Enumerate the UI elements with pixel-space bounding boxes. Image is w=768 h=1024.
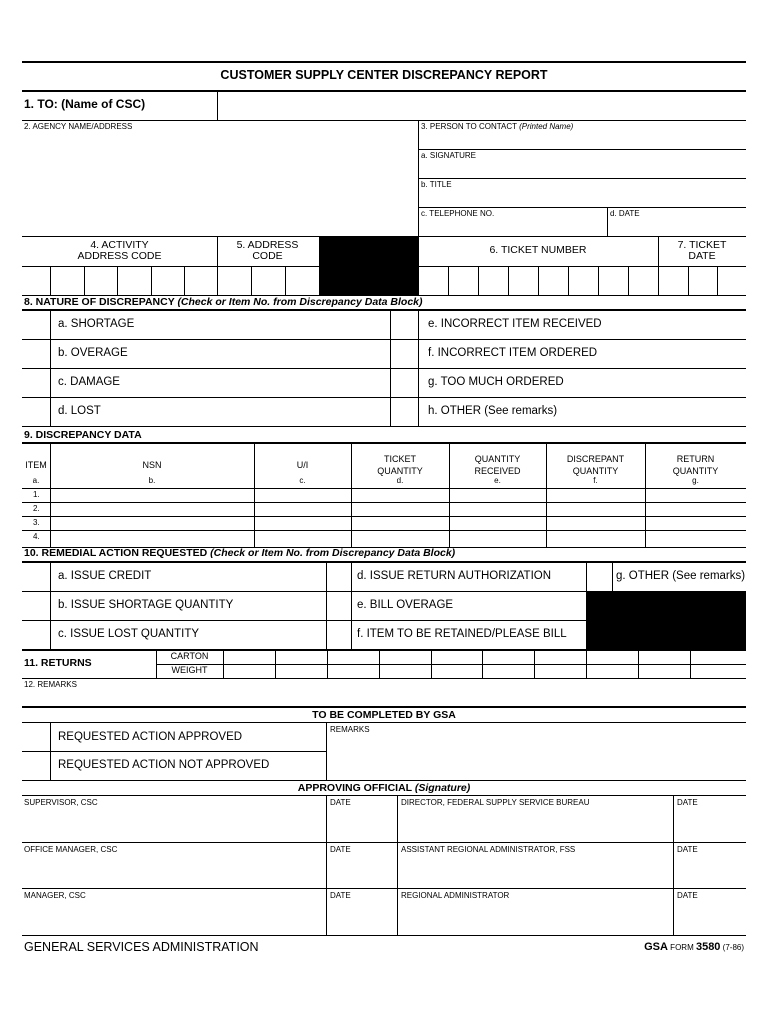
ticket-date-label-1: 7. TICKET (677, 239, 727, 251)
director-fss-label: DIRECTOR, FEDERAL SUPPLY SERVICE BUREAU (401, 798, 590, 807)
checkbox-too-much-ordered[interactable] (391, 369, 418, 397)
weight-fields[interactable] (224, 665, 745, 678)
carton-label: CARTON (170, 651, 209, 661)
remedial-action-label: 10. REMEDIAL ACTION REQUESTED (Check or Item No. from Discrepancy Data Block) (24, 547, 456, 559)
supervisor-signature-field[interactable] (23, 809, 325, 841)
row-number: 1. (33, 490, 40, 499)
col-qty-received-sub: e. (494, 476, 501, 485)
activity-code-label-2: ADDRESS CODE (77, 250, 162, 262)
blacked-out-block (319, 236, 418, 295)
activity-code-field[interactable] (23, 267, 216, 294)
date-label: DATE (330, 891, 351, 900)
col-ticket-qty-header-1: TICKET (383, 454, 416, 464)
contact-label-note: (Printed Name) (519, 122, 574, 131)
table-row[interactable] (51, 489, 745, 502)
regional-admin-signature-field[interactable] (399, 902, 672, 934)
address-code-label-2: CODE (252, 250, 283, 262)
regional-admin-label: REGIONAL ADMINISTRATOR (401, 891, 510, 900)
checkbox-item-retained[interactable] (327, 621, 351, 649)
col-discrepant-qty-sub: f. (593, 476, 598, 485)
returns-label: 11. RETURNS (24, 657, 92, 669)
col-qty-received-header-1: QUANTITY (474, 454, 521, 464)
action-issue-shortage-quantity: b. ISSUE SHORTAGE QUANTITY (58, 599, 234, 611)
office-manager-label: OFFICE MANAGER, CSC (24, 845, 118, 854)
address-code-field[interactable] (218, 267, 318, 294)
form-title: CUSTOMER SUPPLY CENTER DISCREPANCY REPORT (220, 68, 548, 82)
checkbox-issue-lost-quantity[interactable] (23, 621, 50, 649)
gsa-section-header: TO BE COMPLETED BY GSA (312, 709, 456, 721)
remedial-action-note: (Check or Item No. from Discrepancy Data Block) (210, 547, 456, 559)
footer-agency: GENERAL SERVICES ADMINISTRATION (24, 940, 259, 954)
contact-label: 3. PERSON TO CONTACT (Printed Name) (421, 122, 574, 131)
to-csc-label: 1. TO: (Name of CSC) (24, 97, 146, 111)
checkbox-other-action[interactable] (587, 563, 612, 591)
checkbox-issue-return-authorization[interactable] (327, 563, 351, 591)
col-return-qty-header-2: QUANTITY (672, 466, 719, 476)
col-ticket-qty-header-2: QUANTITY (377, 466, 423, 476)
option-other: h. OTHER (See remarks) (428, 405, 558, 417)
to-csc-field[interactable] (219, 92, 745, 119)
checkbox-other[interactable] (391, 398, 418, 426)
ticket-number-label: 6. TICKET NUMBER (489, 244, 587, 256)
date-label: DATE (677, 798, 698, 807)
ticket-date-field[interactable] (659, 267, 745, 294)
telephone-label: c. TELEPHONE NO. (421, 209, 495, 218)
footer-revision: (7-86) (720, 943, 744, 952)
supervisor-label: SUPERVISOR, CSC (24, 798, 98, 807)
office-manager-signature-field[interactable] (23, 856, 325, 887)
checkbox-action-approved[interactable] (23, 723, 50, 751)
action-other: g. OTHER (See remarks) (616, 570, 746, 582)
manager-date-field[interactable] (328, 902, 396, 934)
agency-address-label: 2. AGENCY NAME/ADDRESS (24, 122, 133, 131)
option-incorrect-item-ordered: f. INCORRECT ITEM ORDERED (428, 347, 598, 359)
table-row[interactable] (51, 531, 745, 546)
action-issue-lost-quantity: c. ISSUE LOST QUANTITY (58, 628, 200, 640)
col-return-qty-sub: g. (692, 476, 699, 485)
assistant-regional-admin-signature-field[interactable] (399, 856, 672, 887)
col-ticket-qty-sub: d. (396, 476, 404, 485)
col-discrepant-qty-header-1: DISCREPANT (566, 454, 625, 464)
ticket-number-field[interactable] (419, 267, 657, 294)
contact-name-field[interactable] (420, 133, 745, 149)
checkbox-overage[interactable] (23, 340, 50, 368)
row-number: 4. (33, 532, 40, 541)
gsa-remarks-label: REMARKS (330, 725, 370, 734)
footer-form-id (644, 942, 744, 953)
ticket-date-label-2: DATE (688, 250, 716, 262)
action-bill-overage: e. BILL OVERAGE (357, 599, 454, 611)
contact-date-label: d. DATE (610, 209, 640, 218)
discrepancy-data-label: 9. DISCREPANCY DATA (24, 429, 142, 441)
regional-admin-date-field[interactable] (675, 902, 745, 934)
approving-official-label: APPROVING OFFICIAL (Signature) (297, 782, 471, 794)
col-ui-sub: c. (299, 476, 306, 485)
nature-of-discrepancy-note: (Check or Item No. from Discrepancy Data Block) (177, 296, 423, 308)
col-discrepant-qty-header-2: QUANTITY (572, 466, 619, 476)
nature-of-discrepancy-label: 8. NATURE OF DISCREPANCY (Check or Item No. from Discrepancy Data Block) (24, 296, 423, 308)
supervisor-date-field[interactable] (328, 809, 396, 841)
checkbox-lost[interactable] (23, 398, 50, 426)
col-nsn-sub: b. (148, 476, 156, 485)
remarks-field[interactable] (23, 690, 745, 706)
table-row[interactable] (51, 517, 745, 530)
checkbox-incorrect-item-received[interactable] (391, 311, 418, 339)
contact-date-field[interactable] (609, 220, 745, 235)
office-manager-date-field[interactable] (328, 856, 396, 887)
date-label: DATE (330, 845, 351, 854)
checkbox-bill-overage[interactable] (327, 592, 351, 620)
col-qty-received-header-2: RECEIVED (474, 466, 521, 476)
assistant-regional-admin-date-field[interactable] (675, 856, 745, 887)
manager-label: MANAGER, CSC (24, 891, 86, 900)
director-date-field[interactable] (675, 809, 745, 841)
agency-address-field[interactable] (23, 134, 417, 235)
blacked-out-block (586, 591, 746, 650)
table-row[interactable] (51, 503, 745, 516)
signature-label: a. SIGNATURE (421, 151, 476, 160)
checkbox-action-not-approved[interactable] (23, 752, 50, 780)
manager-signature-field[interactable] (23, 902, 325, 934)
footer-form: FORM (667, 943, 696, 952)
option-incorrect-item-received: e. INCORRECT ITEM RECEIVED (428, 318, 602, 330)
option-too-much-ordered: g. TOO MUCH ORDERED (428, 376, 564, 388)
checkbox-issue-credit[interactable] (23, 563, 50, 591)
action-issue-credit: a. ISSUE CREDIT (58, 570, 152, 582)
telephone-field[interactable] (420, 220, 605, 235)
checkbox-damage[interactable] (23, 369, 50, 397)
row-number: 3. (33, 518, 40, 527)
action-approved-label: REQUESTED ACTION APPROVED (58, 731, 243, 743)
action-item-retained: f. ITEM TO BE RETAINED/PLEASE BILL (357, 628, 567, 640)
col-ui-header: U/I (296, 460, 309, 470)
col-item-header: ITEM (25, 460, 47, 470)
footer-form-number: 3580 (695, 941, 721, 953)
signature-field[interactable] (420, 162, 745, 178)
col-item-sub: a. (32, 476, 40, 485)
approving-official-note: (Signature) (414, 782, 471, 794)
action-issue-return-authorization: d. ISSUE RETURN AUTHORIZATION (357, 570, 552, 582)
director-signature-field[interactable] (399, 809, 672, 841)
option-damage: c. DAMAGE (58, 376, 120, 388)
checkbox-incorrect-item-ordered[interactable] (391, 340, 418, 368)
option-lost: d. LOST (58, 405, 101, 417)
activity-code-label-1: 4. ACTIVITY (90, 239, 149, 251)
action-not-approved-label: REQUESTED ACTION NOT APPROVED (58, 759, 270, 771)
assistant-regional-admin-label: ASSISTANT REGIONAL ADMINISTRATOR, FSS (401, 845, 576, 854)
date-label: DATE (330, 798, 351, 807)
remarks-label: 12. REMARKS (24, 680, 77, 689)
carton-fields[interactable] (224, 651, 745, 664)
checkbox-shortage[interactable] (23, 311, 50, 339)
address-code-label-1: 5. ADDRESS (236, 239, 299, 251)
date-label: DATE (677, 891, 698, 900)
option-overage: b. OVERAGE (58, 347, 128, 359)
weight-label: WEIGHT (171, 665, 208, 675)
col-return-qty-header-1: RETURN (676, 454, 715, 464)
title-field[interactable] (420, 191, 745, 207)
title-label: b. TITLE (421, 180, 452, 189)
checkbox-issue-shortage-quantity[interactable] (23, 592, 50, 620)
footer-gsa: GSA (644, 941, 668, 953)
option-shortage: a. SHORTAGE (58, 318, 135, 330)
date-label: DATE (677, 845, 698, 854)
row-number: 2. (33, 504, 40, 513)
col-nsn-header: NSN (142, 460, 162, 470)
gsa-remarks-field[interactable] (328, 736, 745, 780)
